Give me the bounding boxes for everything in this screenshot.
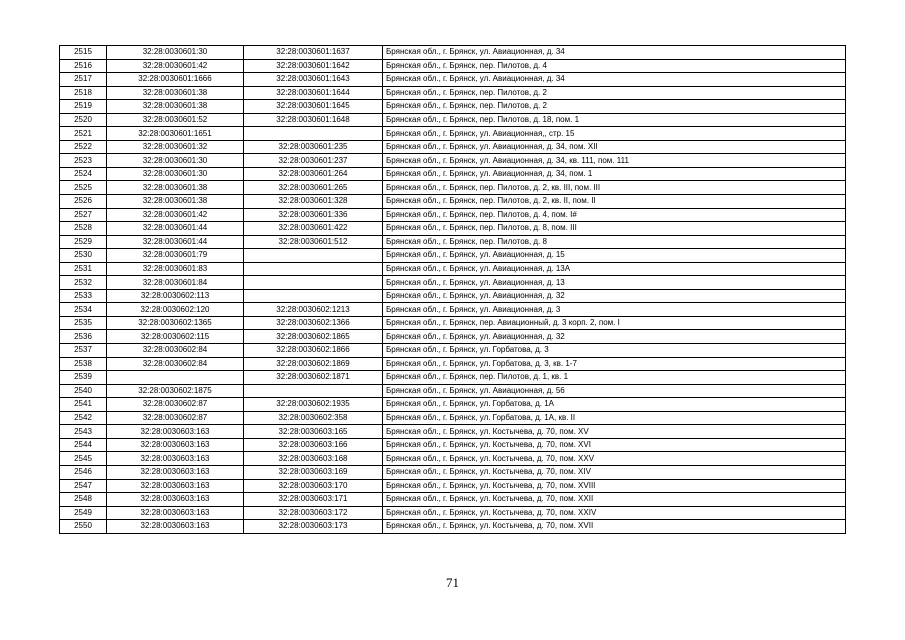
row-number-cell: 2522 (60, 140, 107, 154)
address-cell: Брянская обл., г. Брянск, ул. Авиационная,, стр. 15 (383, 127, 846, 141)
row-number-cell: 2540 (60, 384, 107, 398)
address-cell: Брянская обл., г. Брянск, ул. Авиационная, д. 34, пом. 1 (383, 167, 846, 181)
parcel-number-cell: 32:28:0030601:42 (107, 208, 244, 222)
row-number-cell: 2539 (60, 371, 107, 385)
row-number-cell: 2524 (60, 167, 107, 181)
row-number-cell: 2547 (60, 479, 107, 493)
row-number-cell: 2543 (60, 425, 107, 439)
address-cell: Брянская обл., г. Брянск, ул. Горбатова, д. 1А, кв. II (383, 411, 846, 425)
row-number-cell: 2544 (60, 438, 107, 452)
row-number-cell: 2534 (60, 303, 107, 317)
address-cell: Брянская обл., г. Брянск, ул. Горбатова, д. 3, кв. 1-7 (383, 357, 846, 371)
row-number-cell: 2526 (60, 195, 107, 209)
table-row (60, 208, 846, 222)
row-number-cell: 2528 (60, 222, 107, 236)
table-row (60, 181, 846, 195)
object-number-cell: 32:28:0030601:265 (244, 181, 383, 195)
address-cell: Брянская обл., г. Брянск, ул. Авиационная, д. 32 (383, 330, 846, 344)
object-number-cell (244, 249, 383, 263)
address-cell: Брянская обл., г. Брянск, пер. Пилотов, д. 4, пом. I# (383, 208, 846, 222)
object-number-cell: 32:28:0030601:512 (244, 235, 383, 249)
table-row (60, 357, 846, 371)
parcel-number-cell: 32:28:0030601:42 (107, 59, 244, 73)
parcel-number-cell: 32:28:0030602:87 (107, 398, 244, 412)
parcel-number-cell: 32:28:0030602:1875 (107, 384, 244, 398)
row-number-cell: 2519 (60, 100, 107, 114)
parcel-number-cell: 32:28:0030601:44 (107, 235, 244, 249)
row-number-cell: 2518 (60, 86, 107, 100)
parcel-number-cell: 32:28:0030601:44 (107, 222, 244, 236)
page-number: 71 (446, 575, 459, 590)
address-cell: Брянская обл., г. Брянск, ул. Костычева, д. 70, пом. XXIV (383, 506, 846, 520)
table-row (60, 411, 846, 425)
row-number-cell: 2533 (60, 289, 107, 303)
row-number-cell: 2548 (60, 493, 107, 507)
address-cell: Брянская обл., г. Брянск, ул. Авиационная, д. 34, кв. 111, пом. 111 (383, 154, 846, 168)
table-row (60, 127, 846, 141)
address-cell: Брянская обл., г. Брянск, ул. Костычева, д. 70, пом. XVIII (383, 479, 846, 493)
table-row (60, 276, 846, 290)
address-cell: Брянская обл., г. Брянск, пер. Пилотов, д. 2 (383, 100, 846, 114)
object-number-cell: 32:28:0030603:165 (244, 425, 383, 439)
address-cell: Брянская обл., г. Брянск, ул. Костычева, д. 70, пом. XVII (383, 520, 846, 534)
parcel-number-cell: 32:28:0030601:83 (107, 262, 244, 276)
parcel-number-cell: 32:28:0030603:163 (107, 438, 244, 452)
parcel-number-cell: 32:28:0030602:1365 (107, 316, 244, 330)
registry-table-body (60, 46, 846, 534)
table-row (60, 154, 846, 168)
table-row (60, 371, 846, 385)
parcel-number-cell: 32:28:0030601:38 (107, 100, 244, 114)
table-row (60, 262, 846, 276)
address-cell: Брянская обл., г. Брянск, пер. Пилотов, д. 2 (383, 86, 846, 100)
row-number-cell: 2521 (60, 127, 107, 141)
row-number-cell: 2550 (60, 520, 107, 534)
parcel-number-cell: 32:28:0030601:30 (107, 46, 244, 60)
table-row (60, 46, 846, 60)
object-number-cell (244, 384, 383, 398)
row-number-cell: 2545 (60, 452, 107, 466)
object-number-cell: 32:28:0030602:1935 (244, 398, 383, 412)
parcel-number-cell: 32:28:0030601:79 (107, 249, 244, 263)
address-cell: Брянская обл., г. Брянск, ул. Костычева, д. 70, пом. XVI (383, 438, 846, 452)
row-number-cell: 2538 (60, 357, 107, 371)
address-cell: Брянская обл., г. Брянск, пер. Пилотов, д. 2, кв. III, пом. III (383, 181, 846, 195)
address-cell: Брянская обл., г. Брянск, ул. Костычева, д. 70, пом. XIV (383, 465, 846, 479)
parcel-number-cell: 32:28:0030602:84 (107, 357, 244, 371)
table-row (60, 86, 846, 100)
table-row (60, 195, 846, 209)
object-number-cell: 32:28:0030601:237 (244, 154, 383, 168)
object-number-cell: 32:28:0030602:1366 (244, 316, 383, 330)
parcel-number-cell: 32:28:0030601:38 (107, 86, 244, 100)
parcel-number-cell: 32:28:0030602:115 (107, 330, 244, 344)
row-number-cell: 2532 (60, 276, 107, 290)
row-number-cell: 2527 (60, 208, 107, 222)
object-number-cell: 32:28:0030601:1637 (244, 46, 383, 60)
table-row (60, 398, 846, 412)
parcel-number-cell: 32:28:0030603:163 (107, 479, 244, 493)
object-number-cell: 32:28:0030601:336 (244, 208, 383, 222)
table-row (60, 452, 846, 466)
address-cell: Брянская обл., г. Брянск, ул. Костычева, д. 70, пом. XXII (383, 493, 846, 507)
row-number-cell: 2531 (60, 262, 107, 276)
row-number-cell: 2520 (60, 113, 107, 127)
table-row (60, 520, 846, 534)
parcel-number-cell: 32:28:0030601:38 (107, 195, 244, 209)
object-number-cell (244, 276, 383, 290)
object-number-cell (244, 262, 383, 276)
row-number-cell: 2516 (60, 59, 107, 73)
parcel-number-cell (107, 371, 244, 385)
table-row (60, 344, 846, 358)
object-number-cell: 32:28:0030603:171 (244, 493, 383, 507)
row-number-cell: 2529 (60, 235, 107, 249)
object-number-cell: 32:28:0030603:169 (244, 465, 383, 479)
row-number-cell: 2523 (60, 154, 107, 168)
address-cell: Брянская обл., г. Брянск, ул. Авиационная, д. 13 (383, 276, 846, 290)
address-cell: Брянская обл., г. Брянск, ул. Авиационная, д. 34, пом. XII (383, 140, 846, 154)
object-number-cell: 32:28:0030602:1213 (244, 303, 383, 317)
address-cell: Брянская обл., г. Брянск, пер. Пилотов, д. 4 (383, 59, 846, 73)
address-cell: Брянская обл., г. Брянск, ул. Горбатова, д. 3 (383, 344, 846, 358)
table-row (60, 479, 846, 493)
address-cell: Брянская обл., г. Брянск, пер. Пилотов, д. 1, кв. 1 (383, 371, 846, 385)
object-number-cell: 32:28:0030603:168 (244, 452, 383, 466)
object-number-cell (244, 127, 383, 141)
parcel-number-cell: 32:28:0030603:163 (107, 493, 244, 507)
table-row (60, 465, 846, 479)
table-row (60, 113, 846, 127)
parcel-number-cell: 32:28:0030603:163 (107, 520, 244, 534)
parcel-number-cell: 32:28:0030602:84 (107, 344, 244, 358)
object-number-cell: 32:28:0030601:1643 (244, 73, 383, 87)
address-cell: Брянская обл., г. Брянск, ул. Авиационная, д. 34 (383, 73, 846, 87)
address-cell: Брянская обл., г. Брянск, ул. Авиационная, д. 56 (383, 384, 846, 398)
row-number-cell: 2542 (60, 411, 107, 425)
row-number-cell: 2546 (60, 465, 107, 479)
address-cell: Брянская обл., г. Брянск, пер. Пилотов, д. 2, кв. II, пом. II (383, 195, 846, 209)
row-number-cell: 2541 (60, 398, 107, 412)
object-number-cell: 32:28:0030603:173 (244, 520, 383, 534)
object-number-cell: 32:28:0030602:1866 (244, 344, 383, 358)
row-number-cell: 2530 (60, 249, 107, 263)
object-number-cell: 32:28:0030601:1645 (244, 100, 383, 114)
table-row (60, 100, 846, 114)
parcel-number-cell: 32:28:0030602:113 (107, 289, 244, 303)
parcel-number-cell: 32:28:0030603:163 (107, 506, 244, 520)
parcel-number-cell: 32:28:0030603:163 (107, 425, 244, 439)
table-row (60, 384, 846, 398)
address-cell: Брянская обл., г. Брянск, ул. Авиационная, д. 13А (383, 262, 846, 276)
parcel-number-cell: 32:28:0030601:1666 (107, 73, 244, 87)
object-number-cell: 32:28:0030601:1648 (244, 113, 383, 127)
address-cell: Брянская обл., г. Брянск, пер. Пилотов, д. 8, пом. III (383, 222, 846, 236)
address-cell: Брянская обл., г. Брянск, ул. Костычева, д. 70, пом. XV (383, 425, 846, 439)
address-cell: Брянская обл., г. Брянск, ул. Авиационная, д. 32 (383, 289, 846, 303)
parcel-number-cell: 32:28:0030603:163 (107, 465, 244, 479)
parcel-number-cell: 32:28:0030601:30 (107, 154, 244, 168)
table-row (60, 425, 846, 439)
table-row (60, 222, 846, 236)
address-cell: Брянская обл., г. Брянск, пер. Авиационный, д. 3 корп. 2, пом. I (383, 316, 846, 330)
parcel-number-cell: 32:28:0030601:38 (107, 181, 244, 195)
row-number-cell: 2535 (60, 316, 107, 330)
address-cell: Брянская обл., г. Брянск, ул. Костычева, д. 70, пом. XXV (383, 452, 846, 466)
registry-table (59, 45, 846, 534)
table-row (60, 73, 846, 87)
parcel-number-cell: 32:28:0030603:163 (107, 452, 244, 466)
object-number-cell (244, 289, 383, 303)
table-row (60, 167, 846, 181)
object-number-cell: 32:28:0030603:170 (244, 479, 383, 493)
object-number-cell: 32:28:0030601:1642 (244, 59, 383, 73)
object-number-cell: 32:28:0030601:1644 (244, 86, 383, 100)
table-row (60, 249, 846, 263)
object-number-cell: 32:28:0030602:1865 (244, 330, 383, 344)
object-number-cell: 32:28:0030601:235 (244, 140, 383, 154)
table-row (60, 438, 846, 452)
table-row (60, 303, 846, 317)
table-row (60, 59, 846, 73)
row-number-cell: 2525 (60, 181, 107, 195)
object-number-cell: 32:28:0030603:172 (244, 506, 383, 520)
address-cell: Брянская обл., г. Брянск, пер. Пилотов, д. 8 (383, 235, 846, 249)
object-number-cell: 32:28:0030602:358 (244, 411, 383, 425)
parcel-number-cell: 32:28:0030601:84 (107, 276, 244, 290)
table-row (60, 289, 846, 303)
address-cell: Брянская обл., г. Брянск, ул. Авиационная, д. 3 (383, 303, 846, 317)
row-number-cell: 2517 (60, 73, 107, 87)
parcel-number-cell: 32:28:0030601:32 (107, 140, 244, 154)
parcel-number-cell: 32:28:0030602:120 (107, 303, 244, 317)
address-cell: Брянская обл., г. Брянск, ул. Горбатова, д. 1А (383, 398, 846, 412)
parcel-number-cell: 32:28:0030602:87 (107, 411, 244, 425)
table-row (60, 140, 846, 154)
table-row (60, 316, 846, 330)
row-number-cell: 2537 (60, 344, 107, 358)
parcel-number-cell: 32:28:0030601:30 (107, 167, 244, 181)
table-row (60, 493, 846, 507)
object-number-cell: 32:28:0030601:264 (244, 167, 383, 181)
row-number-cell: 2549 (60, 506, 107, 520)
object-number-cell: 32:28:0030602:1869 (244, 357, 383, 371)
object-number-cell: 32:28:0030601:422 (244, 222, 383, 236)
parcel-number-cell: 32:28:0030601:1651 (107, 127, 244, 141)
table-row (60, 330, 846, 344)
row-number-cell: 2515 (60, 46, 107, 60)
row-number-cell: 2536 (60, 330, 107, 344)
address-cell: Брянская обл., г. Брянск, ул. Авиационная, д. 15 (383, 249, 846, 263)
object-number-cell: 32:28:0030601:328 (244, 195, 383, 209)
object-number-cell: 32:28:0030602:1871 (244, 371, 383, 385)
parcel-number-cell: 32:28:0030601:52 (107, 113, 244, 127)
address-cell: Брянская обл., г. Брянск, ул. Авиационная, д. 34 (383, 46, 846, 60)
table-row (60, 235, 846, 249)
table-row (60, 506, 846, 520)
object-number-cell: 32:28:0030603:166 (244, 438, 383, 452)
address-cell: Брянская обл., г. Брянск, пер. Пилотов, д. 18, пом. 1 (383, 113, 846, 127)
